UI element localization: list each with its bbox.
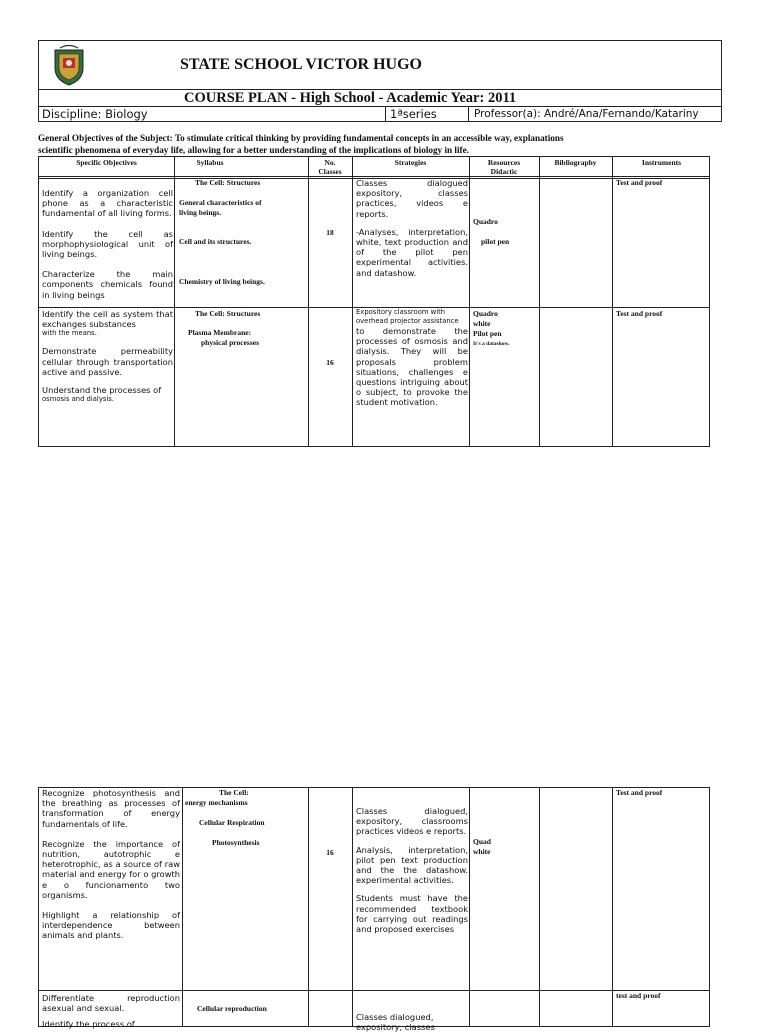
column-header-classes: [308, 158, 352, 176]
instrument-text: Test and proof: [616, 788, 663, 797]
classes-count: 16: [326, 848, 334, 857]
strategy-text: Classes dialogued expository, classes practices, videos e reports.: [356, 178, 468, 219]
resource-item: pilot pen: [481, 237, 510, 246]
column-header-resources: [469, 158, 539, 176]
column-header-instruments: Instruments: [641, 158, 682, 167]
objective-text: Demonstrate permeability cellular through transportation active and passive.: [42, 346, 173, 377]
objective-text: Recognize photosynthesis and the breathing as processes of transformation of energy fundamentals of life.: [42, 788, 180, 829]
objective-text: Identify the cell as system that exchanges substances: [42, 309, 173, 330]
general-objectives-line: General Objectives of the Subject: To stimulate critical thinking by providing fundamental concepts in an accessible way, explanations: [38, 133, 564, 143]
column-header-syllabus: Syllabus: [196, 158, 224, 167]
objective-text: Identify the cell as morphophysiological unit of living beings.: [42, 228, 173, 260]
instrument-text: test and proof: [616, 991, 661, 1000]
school-crest-icon: [52, 44, 86, 86]
syllabus-item: Chemistry of living beings.: [179, 277, 265, 286]
objective-text: Differentiate reproduction asexual and sexual.: [42, 993, 180, 1014]
course-plan-title: COURSE PLAN - High School - Academic Year: 2011: [184, 90, 517, 106]
objective-text: Understand the processes of: [42, 385, 162, 396]
syllabus-item: Plasma Membrane:: [188, 328, 252, 337]
row2-resources: [473, 309, 510, 349]
row1-strategies: [356, 178, 468, 278]
course-plan-table: [38, 156, 710, 447]
series-label: 1ªseries: [390, 107, 437, 121]
syllabus-title: energy mechanisms: [185, 798, 248, 807]
syllabus-item: living beings.: [179, 208, 222, 217]
strategy-text: -Analyses, interpretation, white, text production and of the pilot pen experimental activities. and datashow.: [356, 226, 468, 278]
column-header-line: No.: [324, 158, 336, 167]
resource-item: white: [473, 319, 491, 328]
general-objectives-line: scientific phenomena of everyday life, allowing for a better understanding of the implications of biology in life.: [38, 144, 469, 155]
objective-text: Identify a organization cell phone as a characteristic fundamental of all living forms.: [42, 188, 173, 219]
objective-text: with the means.: [42, 329, 97, 338]
syllabus-title: The Cell: Structures: [195, 178, 261, 187]
row4-specific-objectives: [42, 993, 180, 1030]
objective-text: osmosis and dialysis.: [42, 395, 114, 404]
general-objectives: [38, 133, 598, 156]
column-header-specific-objectives: Specific Objectives: [76, 158, 137, 167]
header-divider: [468, 106, 469, 122]
row2-strategies: [356, 308, 468, 408]
syllabus-title: The Cell:: [219, 788, 249, 797]
row2-specific-objectives: [42, 309, 173, 404]
school-name: STATE SCHOOL VICTOR HUGO: [180, 56, 422, 73]
instrument-text: Test and proof: [616, 178, 663, 187]
objective-text: Recognize the importance of nutrition, autotrophic e heterotrophic, as a source of raw material and energy for o growth e o funcionamento two organisms.: [42, 838, 180, 900]
classes-count: 18: [326, 228, 334, 237]
resource-item: It's a datashow.: [473, 341, 510, 347]
row3-strategies: [356, 806, 468, 934]
resource-item: white: [473, 847, 491, 856]
syllabus-item: physical processes: [201, 338, 259, 347]
strategy-text: Classes dialogued, expository, classrooms practices videos e reports.: [356, 806, 468, 837]
syllabus-item: General characteristics of: [179, 198, 262, 207]
document-header: [38, 40, 722, 122]
discipline-label: Discipline: Biology: [42, 107, 148, 121]
column-header-strategies: Strategies: [394, 158, 427, 167]
column-header-line: Didactic: [490, 167, 518, 176]
column-header-line: Resources: [487, 158, 521, 167]
column-header-bibliography: Bibliography: [554, 158, 597, 167]
resource-item: Quad: [473, 837, 491, 846]
strategy-text: Students must have the recommended textbook for carrying out readings and proposed exercises: [356, 893, 468, 935]
row4-strategies: [356, 1012, 468, 1032]
syllabus-item: Cellular Respiration: [199, 818, 265, 827]
strategy-text: Expository classroom with overhead projector assistance: [356, 308, 459, 325]
column-header-line: Classes: [318, 167, 342, 176]
header-divider: [385, 106, 386, 122]
instrument-text: Test and proof: [616, 309, 663, 318]
strategy-text: Analysis, interpretation, pilot pen text production and the the datashow. experimental activities.: [356, 844, 468, 886]
strategy-text: to demonstrate the processes of osmosis and dialysis. They will be proposals problem situations, challenges e questions intriguing about o subject, to provoke the student motivation.: [356, 326, 468, 408]
objective-text: Highlight a relationship of interdependence between animals and plants.: [42, 910, 180, 941]
objective-text: Characterize the main components chemicals found in living beings: [42, 269, 173, 300]
syllabus-item: Photosynthesis: [212, 838, 260, 847]
classes-count: 16: [326, 358, 334, 367]
objective-text: Identify the process of: [42, 1019, 135, 1030]
strategy-text: Classes dialogued,: [356, 1012, 434, 1022]
professor-label: Professor(a): André/Ana/Fernando/Katariny: [474, 108, 699, 120]
resource-item: Quadro: [473, 309, 498, 318]
syllabus-title: The Cell: Structures: [195, 309, 261, 318]
resource-item: Pilot pen: [473, 329, 502, 338]
syllabus-item: Cellular reproduction: [197, 1004, 267, 1013]
syllabus-item: Cell and its structures.: [179, 237, 252, 246]
strategy-text: expository, classes: [356, 1022, 435, 1032]
row1-specific-objectives: [42, 188, 173, 300]
resource-item: Quadro: [473, 217, 498, 226]
course-plan-table-page-2: [38, 787, 710, 1032]
row3-specific-objectives: [42, 788, 180, 941]
